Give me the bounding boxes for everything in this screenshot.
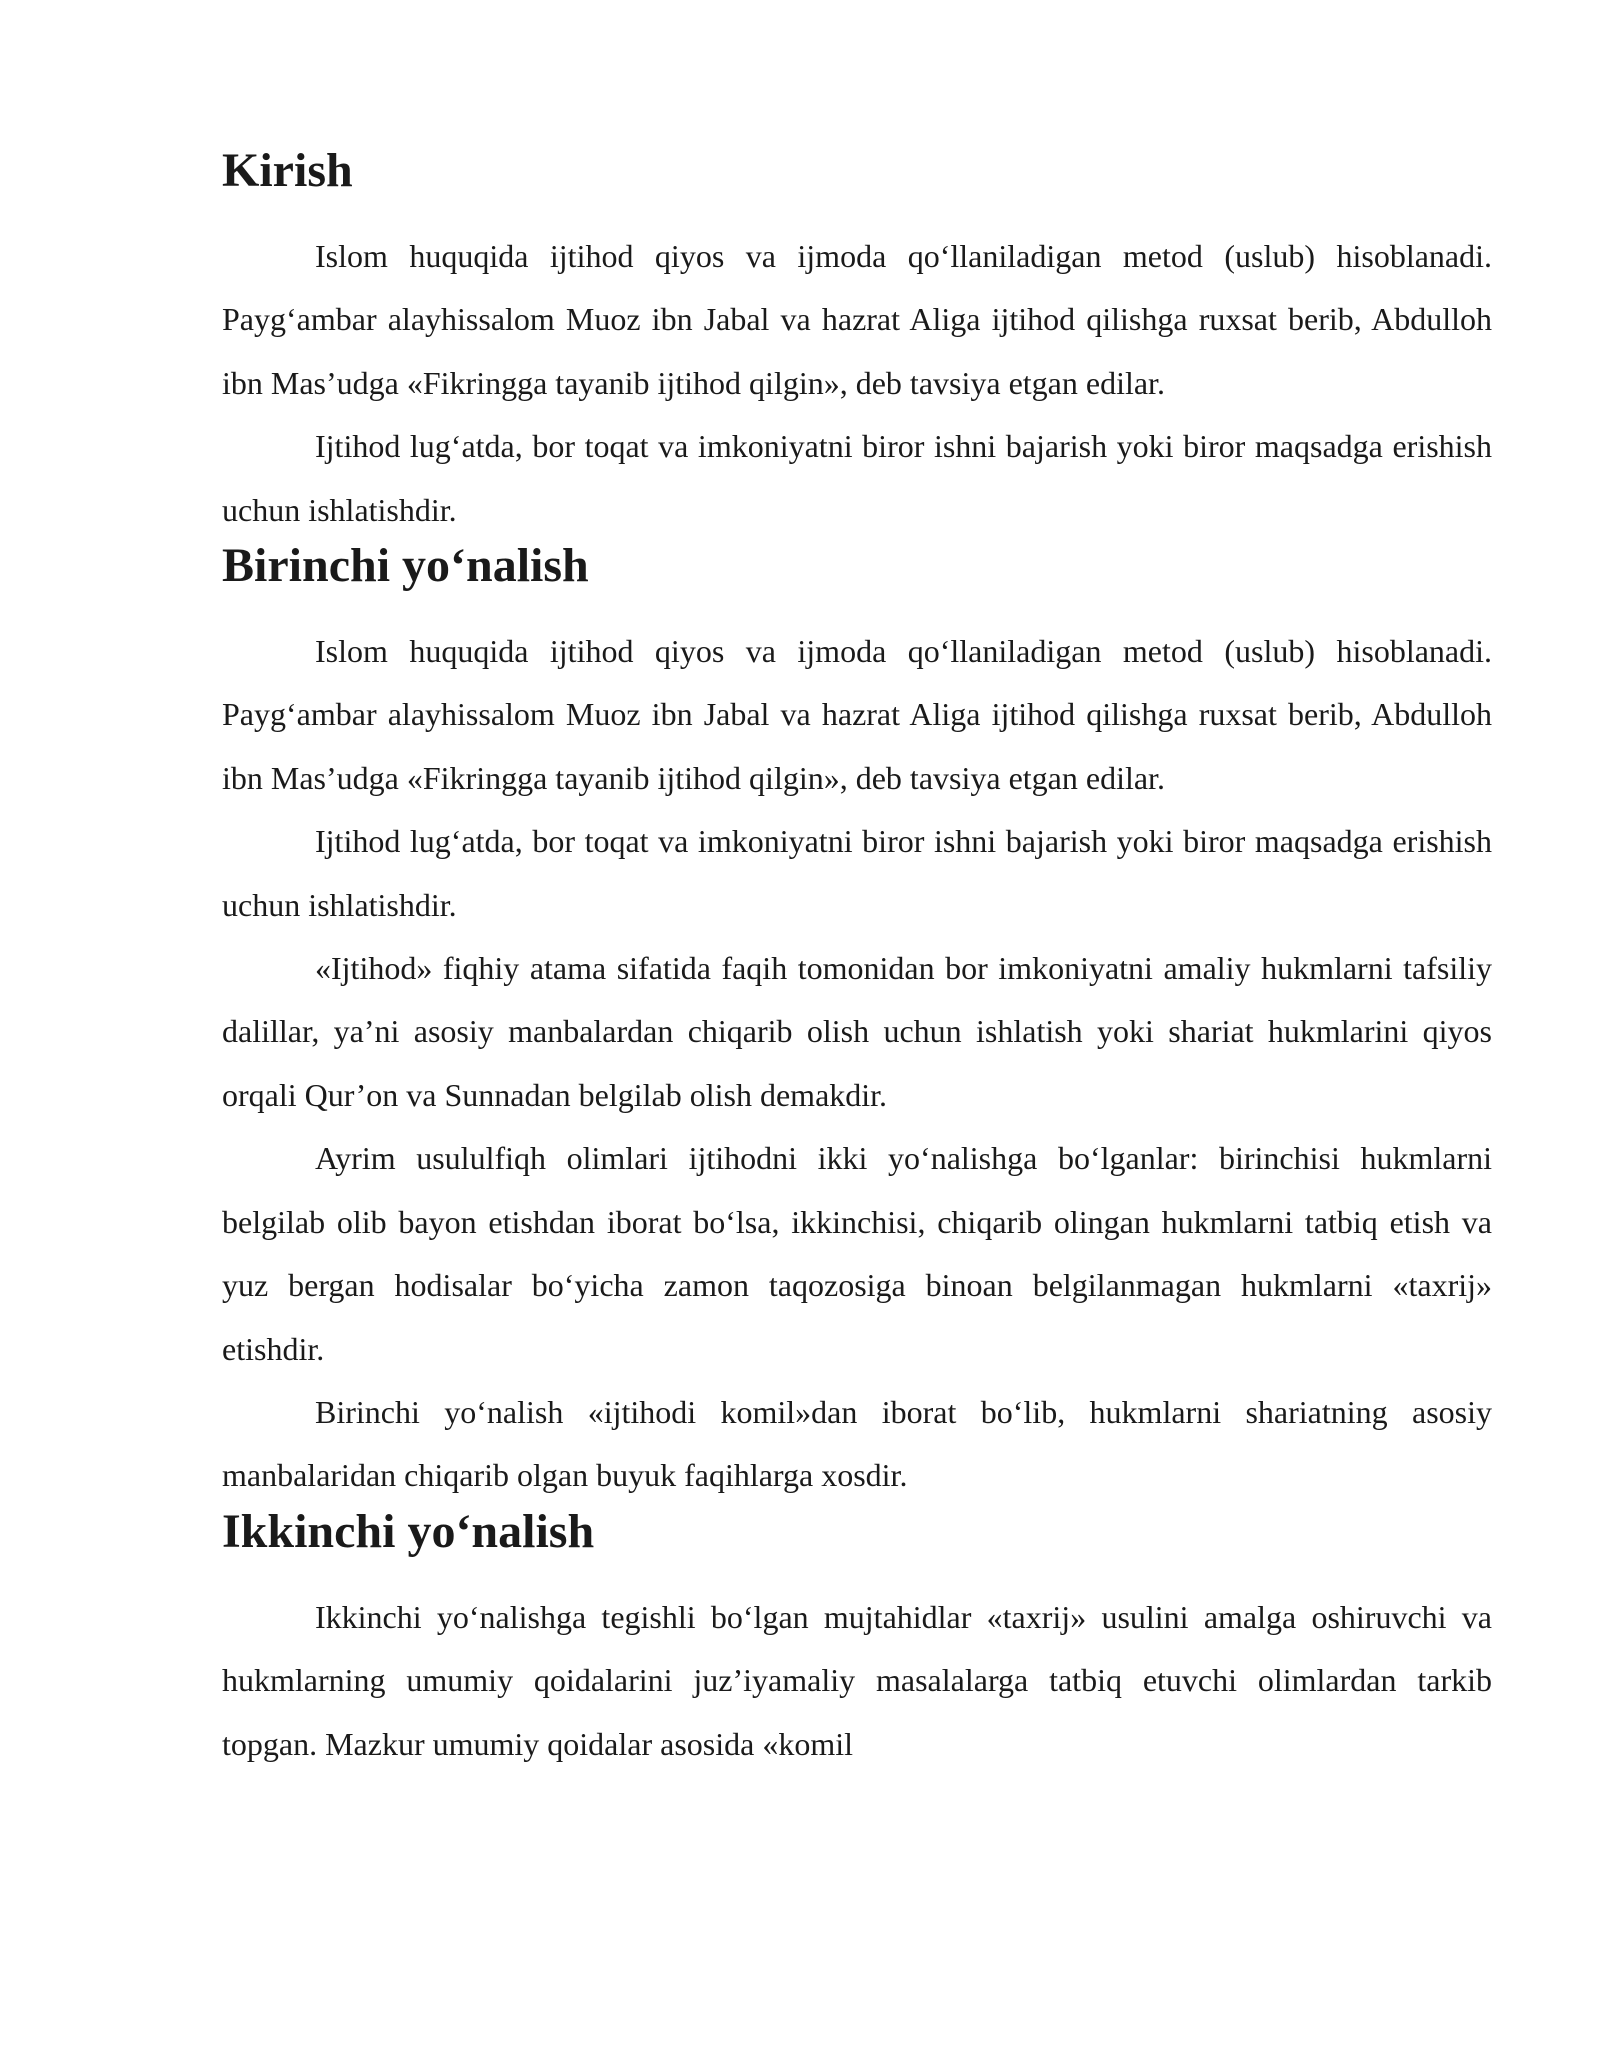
paragraph: Ijtihod lug‘atda, bor toqat va imkoniyatni biror ishni bajarish yoki biror maqsadga erishish uchun ishlatishdir. — [222, 823, 1492, 923]
paragraph: Islom huquqida ijtihod qiyos va ijmoda qo‘llaniladigan metod (uslub) hisoblanadi. Payg‘ambar alayhissalom Muoz ibn Jabal va hazrat Aliga ijtihod qilishga ruxsat berib, Abdulloh ibn Mas’udga «Fikringga tayanib ijtihod qilgin», deb tavsiya etgan edilar. — [222, 238, 1492, 401]
section-heading: Ikkinchi yo‘nalish — [222, 1504, 595, 1558]
paragraph: Ikkinchi yo‘nalishga tegishli bo‘lgan mujtahidlar «taxrij» usulini amalga oshiruvchi va hukmlarning umumiy qoidalarini juz’iyamaliy masalalarga tatbiq etuvchi olimlardan tarkib topgan. Mazkur umumiy qoidalar asosida «komil — [222, 1598, 1492, 1762]
paragraph: Birinchi yo‘nalish «ijtihodi komil»dan iborat bo‘lib, hukmlarni shariatning asosiy manbalaridan chiqarib olgan buyuk faqihlarga xosdir. — [222, 1393, 1492, 1494]
paragraph: Ijtihod lug‘atda, bor toqat va imkoniyatni biror ishni bajarish yoki biror maqsadga erishish uchun ishlatishdir. — [222, 428, 1492, 528]
section-heading: Birinchi yo‘nalish — [222, 539, 589, 593]
document-page — [222, 144, 1492, 1776]
paragraph: «Ijtihod» fiqhiy atama sifatida faqih tomonidan bor imkoniyatni amaliy hukmlarni tafsiliy dalillar, ya’ni asosiy manbalardan chiqarib olish uchun ishlatish yoki shariat hukmlarini qiyos orqali Qur’on va Sunnadan belgilab olish demakdir. — [222, 950, 1492, 1113]
section-heading: Kirish — [222, 144, 353, 197]
section-kirish — [222, 144, 1492, 542]
section-ikkinchi-yonalish — [222, 1504, 1492, 1776]
section-birinchi-yonalish — [222, 539, 1492, 1508]
paragraph: Islom huquqida ijtihod qiyos va ijmoda qo‘llaniladigan metod (uslub) hisoblanadi. Payg‘ambar alayhissalom Muoz ibn Jabal va hazrat Aliga ijtihod qilishga ruxsat berib, Abdulloh ibn Mas’udga «Fikringga tayanib ijtihod qilgin», deb tavsiya etgan edilar. — [222, 633, 1492, 796]
paragraph: Ayrim usululfiqh olimlari ijtihodni ikki yo‘nalishga bo‘lganlar: birinchisi hukmlarni belgilab olib bayon etishdan iborat bo‘lsa, ikkinchisi, chiqarib olingan hukmlarni tatbiq etish va yuz bergan hodisalar bo‘yicha zamon taqozosiga binoan belgilanmagan hukmlarni «taxrij» etishdir. — [222, 1140, 1492, 1367]
